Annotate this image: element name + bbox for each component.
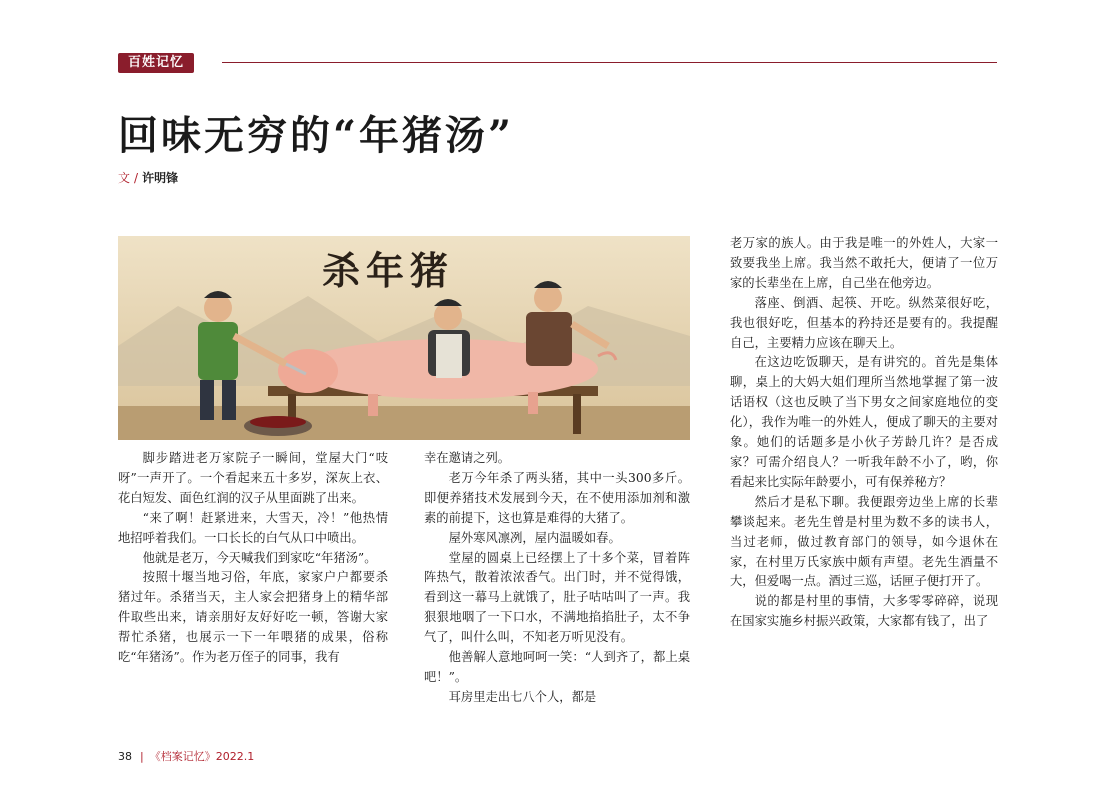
paragraph: 老万家的族人。由于我是唯一的外姓人，大家一致要我坐上席。我当然不敢托大，便请了一位万家的长辈坐在上席，自己坐在他旁边。: [730, 236, 998, 290]
text-column-3: [730, 234, 998, 632]
article-title: 回味无穷的“年猪汤”: [118, 112, 515, 159]
paragraph: 幸在邀请之列。: [424, 451, 511, 465]
paragraph: 说的都是村里的事情，大多零零碎碎，说现在国家实施乡村振兴政策，大家都有钱了，出了: [730, 594, 998, 629]
text-column-2: [424, 449, 690, 708]
byline-prefix: 文: [118, 171, 131, 185]
text-column-1: [118, 449, 388, 668]
paragraph: 然后才是私下聊。我便跟旁边坐上席的长辈攀谈起来。老先生曾是村里为数不多的读书人，当过老师，做过教育部门的领导，如今退休在家，在村里万氏家族中颇有声望。老先生酒量不大，但爱喝一点。酒过三巡，话匣子便打开了。: [730, 494, 998, 589]
author-name: 许明锋: [142, 171, 179, 185]
paragraph: 堂屋的圆桌上已经摆上了十多个菜，冒着阵阵热气，散着浓浓香气。出门时，并不觉得饿，看到这一幕马上就饿了，肚子咕咕叫了一声。我狠狠地咽了一下口水，不满地掐掐肚子，太不争气了，叫什么叫，不知老万听见没有。: [424, 550, 690, 645]
paragraph: 他善解人意地呵呵一笑：“人到齐了，都上桌吧！”。: [424, 650, 690, 684]
illustration-caption-art: 杀年猪: [322, 248, 455, 293]
paragraph: 老万今年杀了两头猪，其中一头300多斤。即便养猪技术发展到今天，在不使用添加剂和激素的前提下，这也算是难得的大猪了。: [424, 470, 690, 525]
page-footer: [118, 748, 254, 764]
magazine-issue: 《档案记忆》2022.1: [149, 750, 255, 763]
article-illustration: [118, 236, 690, 440]
byline-separator: /: [134, 171, 139, 185]
section-rule: [222, 62, 997, 63]
paragraph: 屋外寒风凛冽，屋内温暖如春。: [448, 530, 621, 545]
paragraph: 脚步踏进老万家院子一瞬间，堂屋大门“吱呀”一声开了。一个看起来五十多岁，深灰上衣、花白短发、面色红润的汉子从里面跳了出来。: [118, 451, 388, 505]
paragraph: 耳房里走出七八个人，都是: [448, 689, 597, 704]
section-badge: 百姓记忆: [118, 53, 194, 73]
footer-separator: |: [140, 750, 144, 763]
paragraph: 他就是老万，今天喊我们到家吃“年猪汤”。: [142, 550, 377, 565]
paragraph: “来了啊！赶紧进来，大雪天，冷！”他热情地招呼着我们。一口长长的白气从口中喷出。: [118, 510, 388, 545]
paragraph: 落座、倒酒、起筷、开吃。纵然菜很好吃，我也很好吃，但基本的矜持还是要有的。我提醒自己，主要精力应该在聊天上。: [730, 295, 998, 350]
paragraph: 按照十堰当地习俗，年底，家家户户都要杀猪过年。杀猪当天，主人家会把猪身上的精华部件取些出来，请亲朋好友好好吃一顿，答谢大家帮忙杀猪，也展示一下一年喂猪的成果，俗称吃“年猪汤”。作为老万侄子的同事，我有: [118, 570, 388, 665]
byline: [118, 169, 178, 186]
page-number: 38: [118, 750, 132, 763]
paragraph: 在这边吃饭聊天，是有讲究的。首先是集体聊，桌上的大妈大姐们理所当然地掌握了第一波话语权（这也反映了当下男女之间家庭地位的变化），我作为唯一的外姓人，便成了聊天的主要对象。她们的话题多是小伙子芳龄几许？是否成家？可需介绍良人？一听我年龄不小了，哟，你看起来比实际年龄要小，可有保养秘方？: [730, 355, 998, 489]
